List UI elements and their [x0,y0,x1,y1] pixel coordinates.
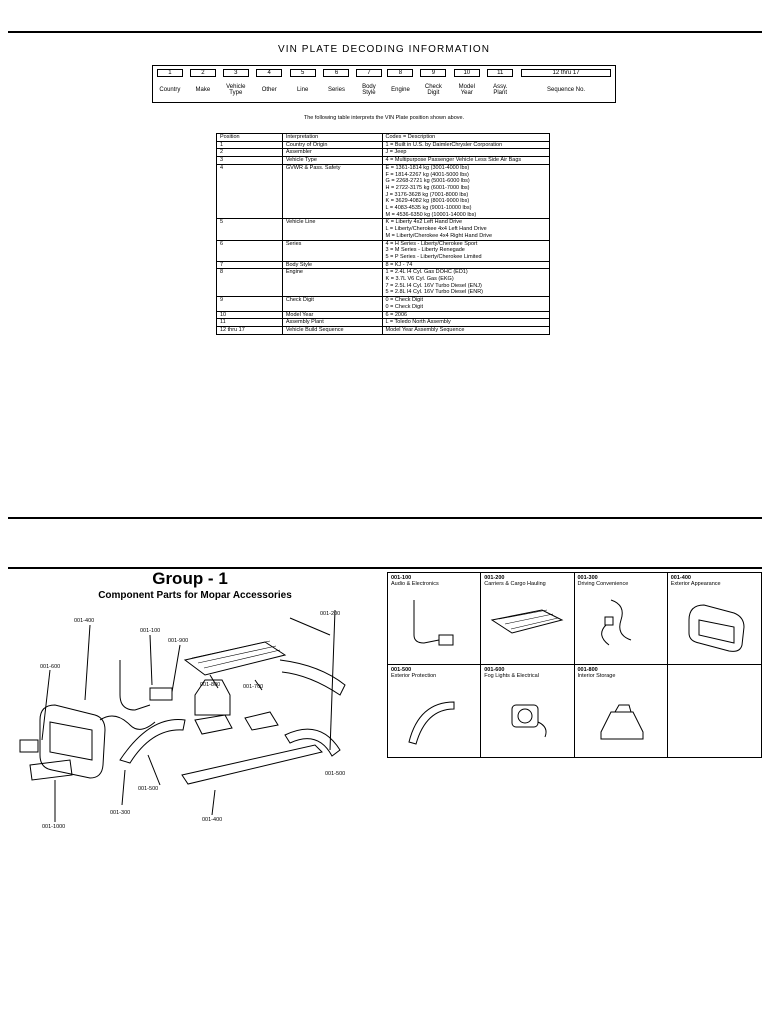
callout-label: 001-800 [200,682,221,688]
category-name: Audio & Electronics [391,581,439,587]
vin-position-label: Make [195,86,211,93]
table-cell: Country of Origin [282,141,382,149]
vin-position-label: Check Digit [424,83,442,96]
table-cell: Vehicle Line [282,219,382,240]
category-code: 001-300 [577,575,598,581]
vin-position-label: Sequence No. [547,86,586,93]
vin-position-label: Country [159,86,181,93]
vin-position-label: Series [327,86,345,93]
vin-position-number: 12 thru 17 [521,69,611,77]
table-row [217,240,550,261]
fog-light-icon [487,687,567,749]
vin-position-5 [286,66,320,102]
table-row [217,164,550,219]
table-cell: Engine [282,269,382,297]
vin-position-number: 11 [487,69,513,77]
table-cell: Vehicle Build Sequence [282,326,382,334]
table-row [217,141,550,149]
table-cell: 1 = Built in U.S. by DaimlerChrysler Corporation [382,141,549,149]
table-cell: 8 [217,269,283,297]
category-cell-001-800 [575,665,668,757]
vin-position-label: Body Style [362,83,376,96]
table-cell: Vehicle Type [282,157,382,165]
table-header-cell: Position [217,134,283,142]
vin-position-label: Other [261,86,277,93]
table-cell: 1 [217,141,283,149]
callout-label: 001-200 [320,611,341,617]
table-cell: Series [282,240,382,261]
table-cell: L = Toledo North Assembly [382,319,549,327]
category-code: 001-200 [484,575,505,581]
vin-position-number: 4 [256,69,282,77]
category-code: 001-500 [391,667,412,673]
table-cell: 6 [217,240,283,261]
table-header-cell: Codes = Description [382,134,549,142]
callout-label: 001-500 [325,771,346,777]
table-cell: Model Year Assembly Sequence [382,326,549,334]
vin-position-8 [384,66,416,102]
table-cell: K = Liberty 4x2 Left Hand Drive L = Liberty/Cherokee 4x4 Left Hand Drive M = Liberty/Cherokee 4x4 Right Hand Drive [382,219,549,240]
table-header-row [217,134,550,142]
vin-plate-diagram [152,65,616,103]
callout-label: 001-900 [168,638,189,644]
group-subtitle: Component Parts for Mopar Accessories [98,590,292,601]
exploded-view-diagram [0,600,380,830]
category-code: 001-400 [670,575,691,581]
group-title: Group - 1 [152,569,228,588]
category-name: Fog Lights & Electrical [484,673,539,679]
vin-position-4 [253,66,286,102]
vin-position-label: Assy. Plant [493,83,508,96]
category-cell-001-200 [481,573,574,665]
vin-position-number: 5 [290,69,316,77]
vin-position-2 [187,66,219,102]
vin-position-label: Line [296,86,309,93]
vin-position-label: Vehicle Type [226,83,246,96]
table-header-cell: Interpretation [282,134,382,142]
category-cell-001-600 [481,665,574,757]
category-name: Exterior Protection [391,673,437,679]
category-cell-001-100 [388,573,481,665]
vin-position-7 [353,66,384,102]
table-row [217,311,550,319]
category-code: 001-100 [391,575,412,581]
vin-position-6 [320,66,354,102]
middle-rule [8,517,762,519]
table-cell: GVWR & Pass. Safety [282,164,382,219]
vin-position-number: 9 [420,69,446,77]
table-cell: 11 [217,319,283,327]
table-row [217,326,550,334]
vin-position-number: 6 [323,69,349,77]
callout-label: 001-700 [243,684,264,690]
table-cell: Assembly Plant [282,319,382,327]
vin-position-1 [153,66,187,102]
table-cell: 6 = 2006 [382,311,549,319]
callout-label: 001-1000 [42,824,66,830]
top-rule [8,31,762,33]
fender-flare-icon [394,687,474,749]
table-cell: Model Year [282,311,382,319]
vin-position-number: 3 [223,69,249,77]
table-row [217,269,550,297]
vin-position-table [216,133,550,335]
grille-guard-icon [674,595,754,657]
table-cell: 4 = H Series - Liberty/Cherokee Sport 3 = M Series - Liberty Renegade 5 = P Series - Liberty/Cherokee Limited [382,240,549,261]
category-grid [387,572,762,758]
category-name: Exterior Appearance [670,581,721,587]
table-cell: 4 [217,164,283,219]
callout-label: 001-300 [110,810,131,816]
category-code: 001-600 [484,667,505,673]
table-cell: 12 thru 17 [217,326,283,334]
table-row [217,149,550,157]
table-cell: Body Style [282,261,382,269]
vin-position-number: 7 [356,69,382,77]
vin-position-11 [483,66,517,102]
category-cell-empty [668,665,761,757]
table-row [217,157,550,165]
vin-position-label: Engine [391,86,410,93]
table-cell: 10 [217,311,283,319]
table-row [217,219,550,240]
table-cell: E = 1361-1814 kg (3001-4000 lbs) F = 1814-2267 kg (4001-5000 lbs) G = 2268-2721 kg (5001-6000 lbs) H = 2722-3175 kg (6001-7000 lbs) J = 3176-3628 kg (7001-8000 lbs) K = 3629-4082 kg (8001-9000 lbs) L = 4083-4535 kg (9001-10000 lbs) M = 4536-6350 kg (10001-14000 lbs) [382,164,549,219]
table-cell: Assembler [282,149,382,157]
callout-label: 001-400 [202,817,223,823]
table-row [217,319,550,327]
table-cell: 7 [217,261,283,269]
table-cell: 5 [217,219,283,240]
callout-label: 001-500 [138,786,159,792]
callout-label: 001-400 [74,618,95,624]
table-cell: 0 = Check Digit 0 = Check Digit [382,297,549,311]
vin-position-12 [517,66,615,102]
table-cell: 4 = Multipurpose Passenger Vehicle Less Side Air Bags [382,157,549,165]
vin-position-number: 10 [454,69,480,77]
vin-position-number: 1 [157,69,183,77]
table-cell: 1 = 2.4L I4 Cyl. Gas DOHC (ED1) K = 3.7L V6 Cyl. Gas (EKG) 7 = 2.5L I4 Cyl. 16V Turbo Diesel (ENJ) 5 = 2.8L I4 Cyl. 16V Turbo Diesel (ENR) [382,269,549,297]
category-cell-001-500 [388,665,481,757]
vin-title: VIN PLATE DECODING INFORMATION [277,44,491,55]
console-icon [581,687,661,749]
vin-position-number: 8 [387,69,413,77]
table-cell: 2 [217,149,283,157]
table-cell: 3 [217,157,283,165]
category-cell-001-400 [668,573,761,665]
vin-position-3 [219,66,253,102]
table-row [217,297,550,311]
category-name: Driving Convenience [577,581,629,587]
table-cell: 8 = KJ - 74 [382,261,549,269]
cable-icon [581,595,661,657]
table-cell: 9 [217,297,283,311]
category-code: 001-800 [577,667,598,673]
roof-rack-icon [487,595,567,657]
vin-position-label: Model Year [458,83,475,96]
vin-position-10 [450,66,483,102]
table-cell: Check Digit [282,297,382,311]
category-cell-001-300 [575,573,668,665]
callout-label: 001-600 [40,664,61,670]
callout-label: 001-100 [140,628,161,634]
table-row [217,261,550,269]
category-name: Interior Storage [577,673,616,679]
category-name: Carriers & Cargo Hauling [484,581,546,587]
vin-position-number: 2 [190,69,216,77]
wiring-harness-icon [394,595,474,657]
vin-position-9 [416,66,450,102]
table-cell: J = Jeep [382,149,549,157]
table-intro: The following table interprets the VIN Plate position shown above. [303,115,465,121]
